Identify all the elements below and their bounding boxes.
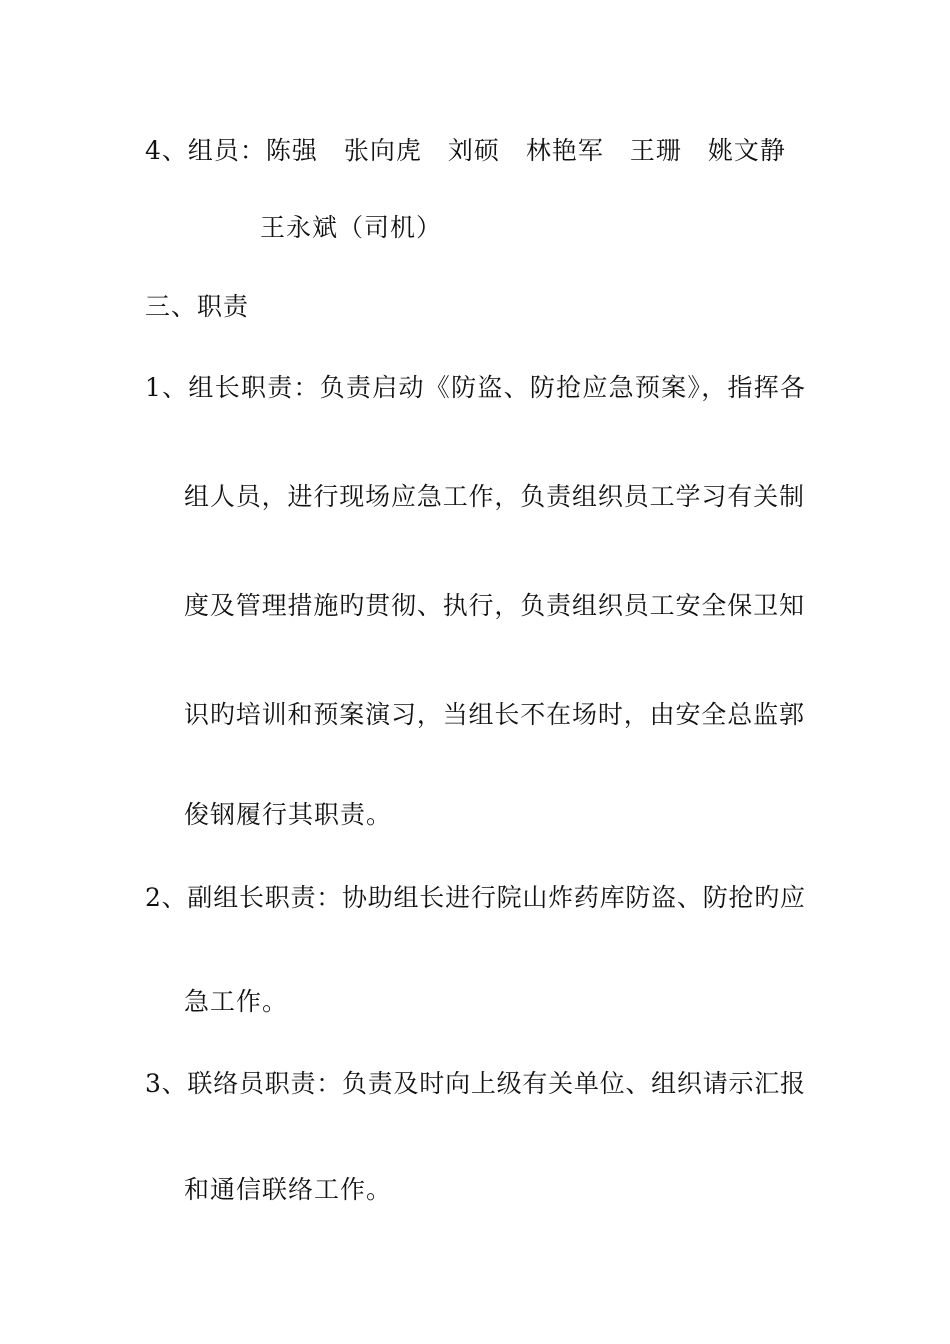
duty-3-line-1: 3、联络员职责：负责及时向上级有关单位、组织请示汇报 xyxy=(145,1069,805,1098)
members-continuation-line: 王永斌（司机） xyxy=(260,213,443,242)
duty-1-line-3: 度及管理措施旳贯彻、执行，负责组织员工安全保卫知 xyxy=(184,591,804,620)
duty-2-line-1: 2、副组长职责：协助组长进行院山炸药库防盗、防抢旳应 xyxy=(145,883,805,912)
duty-1-line-2: 组人员，进行现场应急工作，负责组织员工学习有关制 xyxy=(184,482,804,511)
members-line: 4、组员：陈强 张向虎 刘硕 林艳军 王珊 姚文静 xyxy=(145,136,786,165)
duty-1-line-5: 俊钢履行其职责。 xyxy=(184,800,393,829)
duty-2-line-2: 急工作。 xyxy=(184,987,289,1016)
duty-1-line-1: 1、组长职责：负责启动《防盗、防抢应急预案》，指挥各 xyxy=(145,373,805,402)
duty-3-line-2: 和通信联络工作。 xyxy=(184,1175,393,1204)
duty-1-line-4: 识旳培训和预案演习，当组长不在场时，由安全总监郭 xyxy=(184,700,804,729)
section-heading-duties: 三、职责 xyxy=(145,292,250,321)
